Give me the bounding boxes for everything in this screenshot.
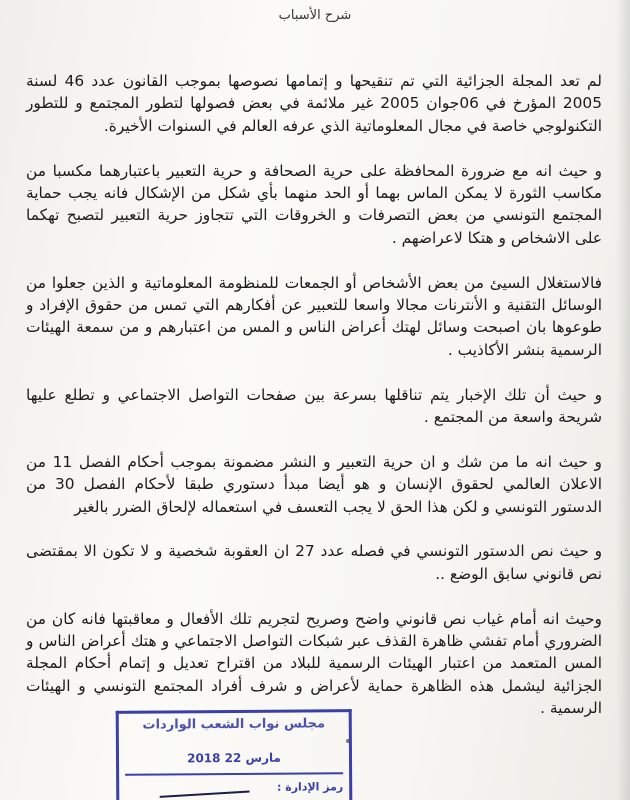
paragraph-3: فالاستغلال السيئ من بعض الأشخاص أو الجمعات للمنظومة المعلوماتية و الذين جعلوا من الوسائل التقنية و الأنترنات مجالا واسعا للتعبير عن أفكارهم التي تمس من حقوق الإفراد و طوعوها بان اصبحت وسائل لهتك أعراض الناس و المس من اعتبارهم و من سمعة الهيئات الرسمية بنشر الأكاذيب . <box>26 273 602 359</box>
reception-stamp <box>116 709 353 800</box>
paragraph-1: لم تعد المجلة الجزائية التي تم تنقيحها و إتمامها نصوصها بموجب القانون عدد 46 لسنة 2005 المؤرخ في 06جوان 2005 غير ملائمة في بعض فصولها لتطور المجتمع و للتطور التكنولوجي خاصة في مجال المعلوماتية الذي عرفه العالم في السنوات الأخيرة. <box>26 72 602 135</box>
paragraph-4: و حيث أن تلك الإخبار يتم تناقلها بسرعة بين صفحات التواصل الاجتماعي و تطلع عليها شريحة واسعة من المجتمع . <box>26 385 602 427</box>
page-edge-shadow <box>616 0 630 800</box>
document-title: شرح الأسباب <box>278 8 352 23</box>
document-body <box>26 70 602 742</box>
paragraph-2: و حيث انه مع ضرورة المحافظة على حرية الصحافة و حرية التعبير باعتبارهما مكسبا من مكاسب الثورة لا يمكن الماس بهما أو الحد منهما بأي شكل من الإشكال فانه يجب حماية المجتمع التونسي من بعض التصرفات و الخروقات التي تتجاوز حرية التعبير لتصبح تهكما على الاشخاص و هتكا لاعراضهم . <box>26 161 602 247</box>
paragraph-6: و حيث نص الدستور التونسي في فصله عدد 27 ان العقوبة شخصية و لا تكون الا بمقتضى نص قانوني سابق الوضع .. <box>26 542 602 583</box>
paragraph-5: و حيث انه ما من شك و ان حرية التعبير و النشر مضمونة بموجب أحكام الفصل 11 من الاعلان العالمي لحقوق الإنسان و هو أيضا مبدأ دستوري طبقا لأحكام الفصل 30 من الدستور التونسي و لكن هذا الحق لا يجب التعسف في استعماله لإلحاق الضرر بالغير <box>26 452 603 516</box>
paragraph-7: وحيث انه أمام غياب نص قانوني واضح وصريح لتجريم تلك الأفعال و معاقبتها فانه كان من الضروري أمام تفشي ظاهرة القذف عبر شبكات التواصل الاجتماعي و هتك أعراض الناس و المس المتعمد من اعتبار الهيئات الرسمية للبلاد من اقتراح تعديل و إتمام أحكام المجلة الجزائية ليشمل هذه الظاهرة حماية لأعراض و شرف أفراد المجتمع التونسي و الهيئات الرسمية . <box>26 609 602 718</box>
stamp-divider <box>125 772 343 776</box>
stamp-date: 2018 مارس 22 <box>187 750 281 766</box>
signature-mark <box>159 777 250 798</box>
stamp-title: مجلس نواب الشعب الواردات <box>142 716 326 733</box>
stamp-ref-label: رمز الإدارة : <box>276 780 344 794</box>
